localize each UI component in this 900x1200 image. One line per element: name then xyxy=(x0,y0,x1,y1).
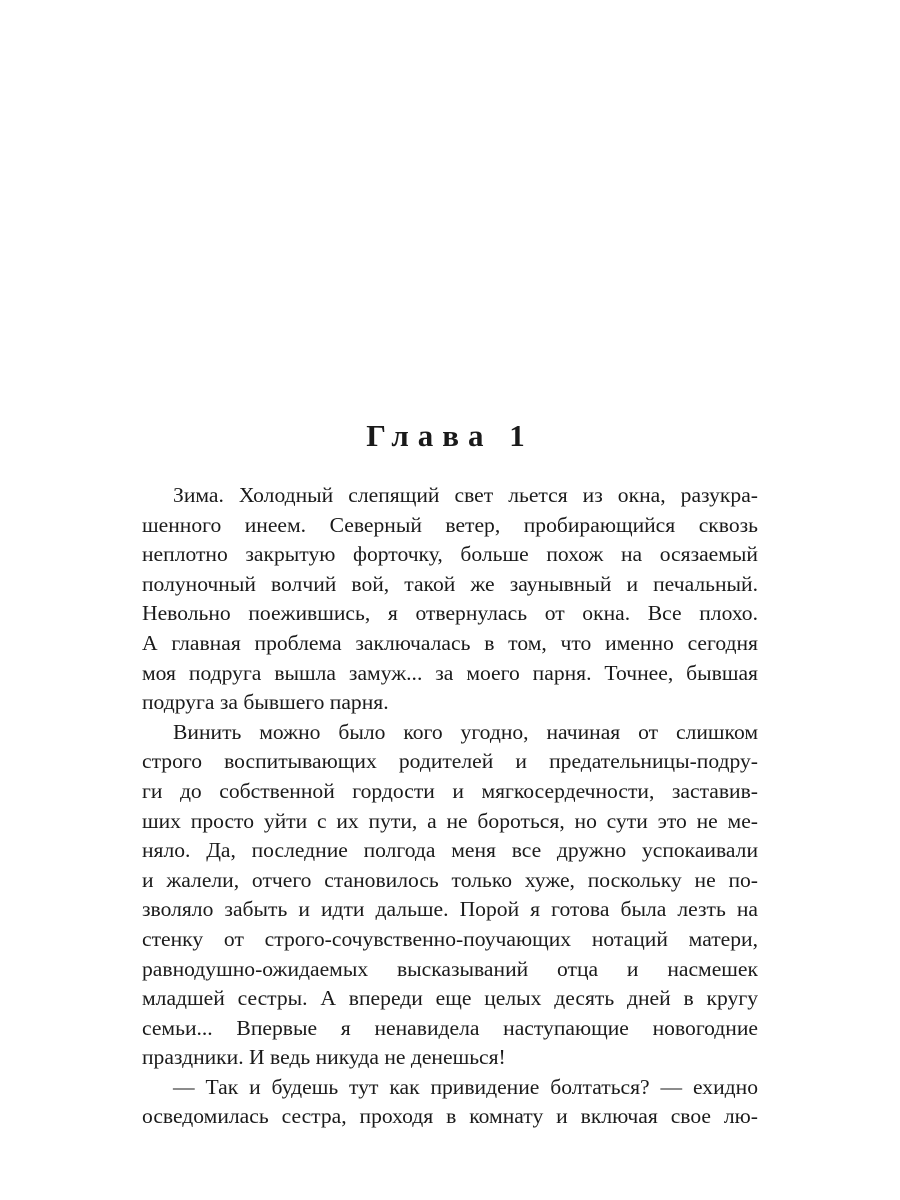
text-line: А главная проблема заключалась в том, что именно сегодня xyxy=(142,630,758,655)
text-line: няло. Да, последние полгода меня все дружно успокаивали xyxy=(142,838,758,863)
paragraph xyxy=(142,718,758,1073)
paragraph xyxy=(142,481,758,718)
chapter-title: Глава 1 xyxy=(366,418,534,453)
text-line: ших просто уйти с их пути, а не бороться, но сути это не ме- xyxy=(142,808,758,833)
text-line: праздники. И ведь никуда не денешься! xyxy=(142,1045,506,1070)
text-line: младшей сестры. А впереди еще целых десять дней в кругу xyxy=(142,986,758,1011)
text-line: равнодушно-ожидаемых высказываний отца и насмешек xyxy=(142,956,758,981)
paragraph xyxy=(142,1073,758,1132)
text-line: Винить можно было кого угодно, начиная от слишком xyxy=(173,719,758,744)
text-line: моя подруга вышла замуж... за моего парня. Точнее, бывшая xyxy=(142,660,758,685)
text-line: шенного инеем. Северный ветер, пробирающийся сквозь xyxy=(142,512,758,537)
text-line: подруга за бывшего парня. xyxy=(142,690,389,715)
text-line: осведомилась сестра, проходя в комнату и включая свое лю- xyxy=(142,1104,758,1129)
text-line: и жалели, отчего становилось только хуже, поскольку не по- xyxy=(142,867,758,892)
text-line: семьи... Впервые я ненавидела наступающие новогодние xyxy=(142,1015,758,1040)
text-line: — Так и будешь тут как привидение болтаться? — ехидно xyxy=(173,1074,758,1099)
chapter-body xyxy=(142,481,758,1132)
text-line: Зима. Холодный слепящий свет льется из окна, разукра- xyxy=(173,483,758,507)
text-line: полуночный волчий вой, такой же заунывный и печальный. xyxy=(142,571,758,596)
text-line: зволяло забыть и идти дальше. Порой я готова была лезть на xyxy=(142,897,758,922)
text-line: стенку от строго-сочувственно-поучающих нотаций матери, xyxy=(142,926,758,951)
text-line: неплотно закрытую форточку, больше похож на осязаемый xyxy=(142,542,758,567)
text-line: Невольно поежившись, я отвернулась от окна. Все плохо. xyxy=(142,601,758,626)
text-line: ги до собственной гордости и мягкосердечности, заставив- xyxy=(142,778,758,803)
text-line: строго воспитывающих родителей и предательницы-подру- xyxy=(142,749,758,774)
